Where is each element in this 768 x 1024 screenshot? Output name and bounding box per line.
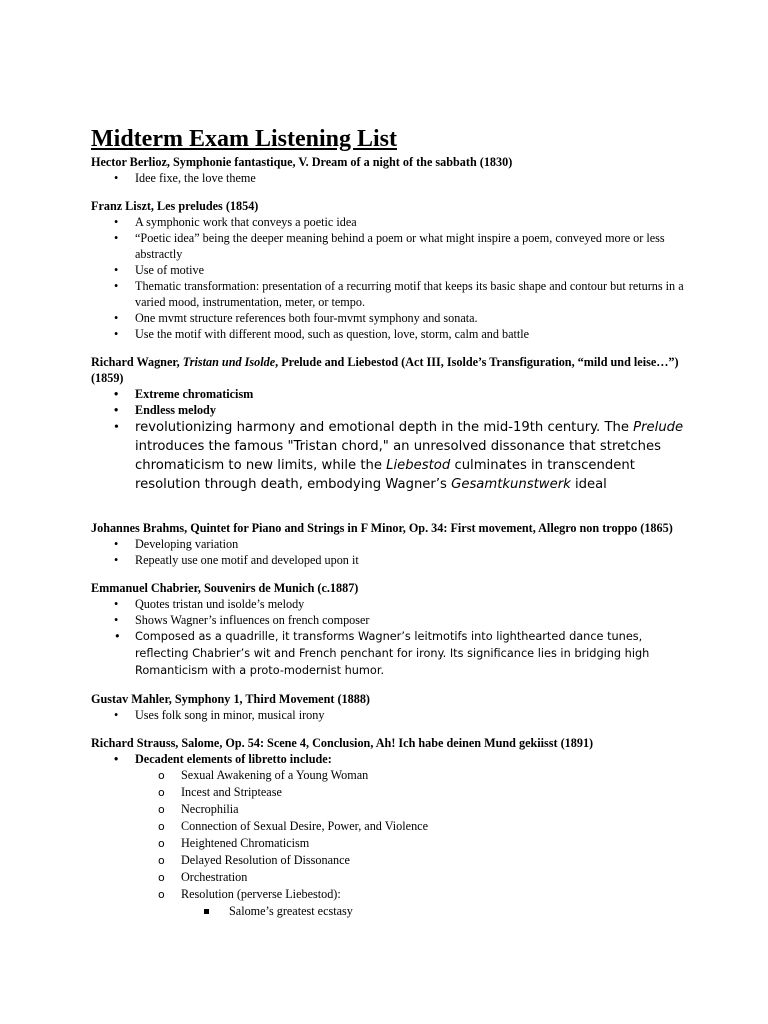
bullet-icon: • xyxy=(114,708,119,722)
list-item: o Orchestration xyxy=(158,870,248,884)
bullet-icon: • xyxy=(114,215,119,229)
list-item: • Repeatly use one motif and developed upon it xyxy=(114,553,359,567)
list-item: • Endless melody xyxy=(114,403,216,417)
circle-bullet-icon: o xyxy=(158,820,165,833)
bullet-icon: • xyxy=(114,327,119,341)
list-item: • Composed as a quadrille, it transforms Wagner’s leitmotifs into lighthearted dance tunes, reflecting Chabrier’s wit and French penchant for irony. Its significance lies in bridging high Romanticism with a proto-modernist humor. xyxy=(114,630,650,677)
list-item: • Idee fixe, the love theme xyxy=(114,171,256,185)
chabrier-list xyxy=(91,596,691,679)
bullet-icon: • xyxy=(114,553,119,567)
strauss-heading: Richard Strauss, Salome, Op. 54: Scene 4, Conclusion, Ah! Ich habe deinen Mund gekiisst (1891) xyxy=(91,736,594,750)
page-title: Midterm Exam Listening List xyxy=(91,126,397,152)
circle-bullet-icon: o xyxy=(158,871,165,884)
list-item: o Connection of Sexual Desire, Power, and Violence xyxy=(158,819,428,833)
circle-bullet-icon: o xyxy=(158,803,165,816)
list-item: o Resolution (perverse Liebestod): xyxy=(158,887,341,901)
bullet-icon: • xyxy=(114,613,119,627)
liszt-list xyxy=(91,214,691,342)
circle-bullet-icon: o xyxy=(158,837,165,850)
document-body xyxy=(91,124,691,920)
list-item: o Incest and Striptease xyxy=(158,785,282,799)
strauss-subsublist xyxy=(91,903,691,920)
list-item: o Delayed Resolution of Dissonance xyxy=(158,853,350,867)
bullet-icon: • xyxy=(114,630,121,643)
circle-bullet-icon: o xyxy=(158,888,165,901)
chabrier-heading: Emmanuel Chabrier, Souvenirs de Munich (c.1887) xyxy=(91,581,359,595)
list-item: • Thematic transformation: presentation of a recurring motif that keeps its basic shape and contour but returns in a varied mood, instrumentation, meter, or tempo. xyxy=(114,279,684,309)
bullet-icon: • xyxy=(114,537,119,551)
list-item: • Extreme chromaticism xyxy=(114,387,254,401)
wagner-heading: Richard Wagner, Tristan und Isolde, Prelude and Liebestod (Act III, Isolde’s Transfiguration, “mild und leise…”) (1859) xyxy=(91,355,679,385)
circle-bullet-icon: o xyxy=(158,769,165,782)
bullet-icon: • xyxy=(114,752,119,766)
liszt-heading: Franz Liszt, Les preludes (1854) xyxy=(91,199,259,213)
list-item: • Use the motif with different mood, such as question, love, storm, calm and battle xyxy=(114,327,530,341)
list-item: • One mvmt structure references both four-mvmt symphony and sonata. xyxy=(114,311,478,325)
bullet-icon: • xyxy=(114,171,119,185)
list-item: Salome’s greatest ecstasy xyxy=(91,903,691,920)
strauss-list xyxy=(91,751,691,767)
list-item: • revolutionizing harmony and emotional depth in the mid-19th century. The Prelude introduces the famous "Tristan chord," an unresolved dissonance that stretches chromaticism to new limits, while the Liebestod culminates in transcendent resolution through death, embodying Wagner’s Gesamtkunstwerk ideal xyxy=(114,420,684,492)
mahler-heading: Gustav Mahler, Symphony 1, Third Movement (1888) xyxy=(91,692,370,706)
list-item: • “Poetic idea” being the deeper meaning behind a poem or what might inspire a poem, conveyed more or less abstractly xyxy=(114,231,665,261)
list-item: • Use of motive xyxy=(114,263,205,277)
circle-bullet-icon: o xyxy=(158,786,165,799)
wagner-list xyxy=(91,386,691,494)
brahms-heading: Johannes Brahms, Quintet for Piano and Strings in F Minor, Op. 34: First movement, Allegro non troppo (1865) xyxy=(91,521,673,535)
work-title: Tristan und Isolde xyxy=(182,355,276,369)
bullet-icon: • xyxy=(114,231,119,245)
list-item: o Sexual Awakening of a Young Woman xyxy=(158,768,369,782)
bullet-icon: • xyxy=(114,263,119,277)
bullet-icon: • xyxy=(114,403,119,417)
list-item: • A symphonic work that conveys a poetic idea xyxy=(114,215,357,229)
list-item: • Developing variation xyxy=(114,537,239,551)
list-item: o Necrophilia xyxy=(158,802,239,816)
bullet-icon: • xyxy=(114,279,119,293)
list-item: • Quotes tristan und isolde’s melody xyxy=(114,597,305,611)
berlioz-heading: Hector Berlioz, Symphonie fantastique, V. Dream of a night of the sabbath (1830) xyxy=(91,155,513,169)
brahms-list xyxy=(91,536,691,568)
circle-bullet-icon: o xyxy=(158,854,165,867)
berlioz-list xyxy=(91,170,691,186)
list-item: • Decadent elements of libretto include: xyxy=(114,752,332,766)
mahler-list xyxy=(91,707,691,723)
bullet-icon: • xyxy=(114,420,119,435)
bullet-icon: • xyxy=(114,311,119,325)
list-item: • Shows Wagner’s influences on french composer xyxy=(114,613,370,627)
list-item: o Heightened Chromaticism xyxy=(158,836,310,850)
square-bullet-icon xyxy=(204,909,209,914)
strauss-sublist xyxy=(91,767,691,903)
bullet-icon: • xyxy=(114,597,119,611)
bullet-icon: • xyxy=(114,387,119,401)
list-item: • Uses folk song in minor, musical irony xyxy=(114,708,325,722)
